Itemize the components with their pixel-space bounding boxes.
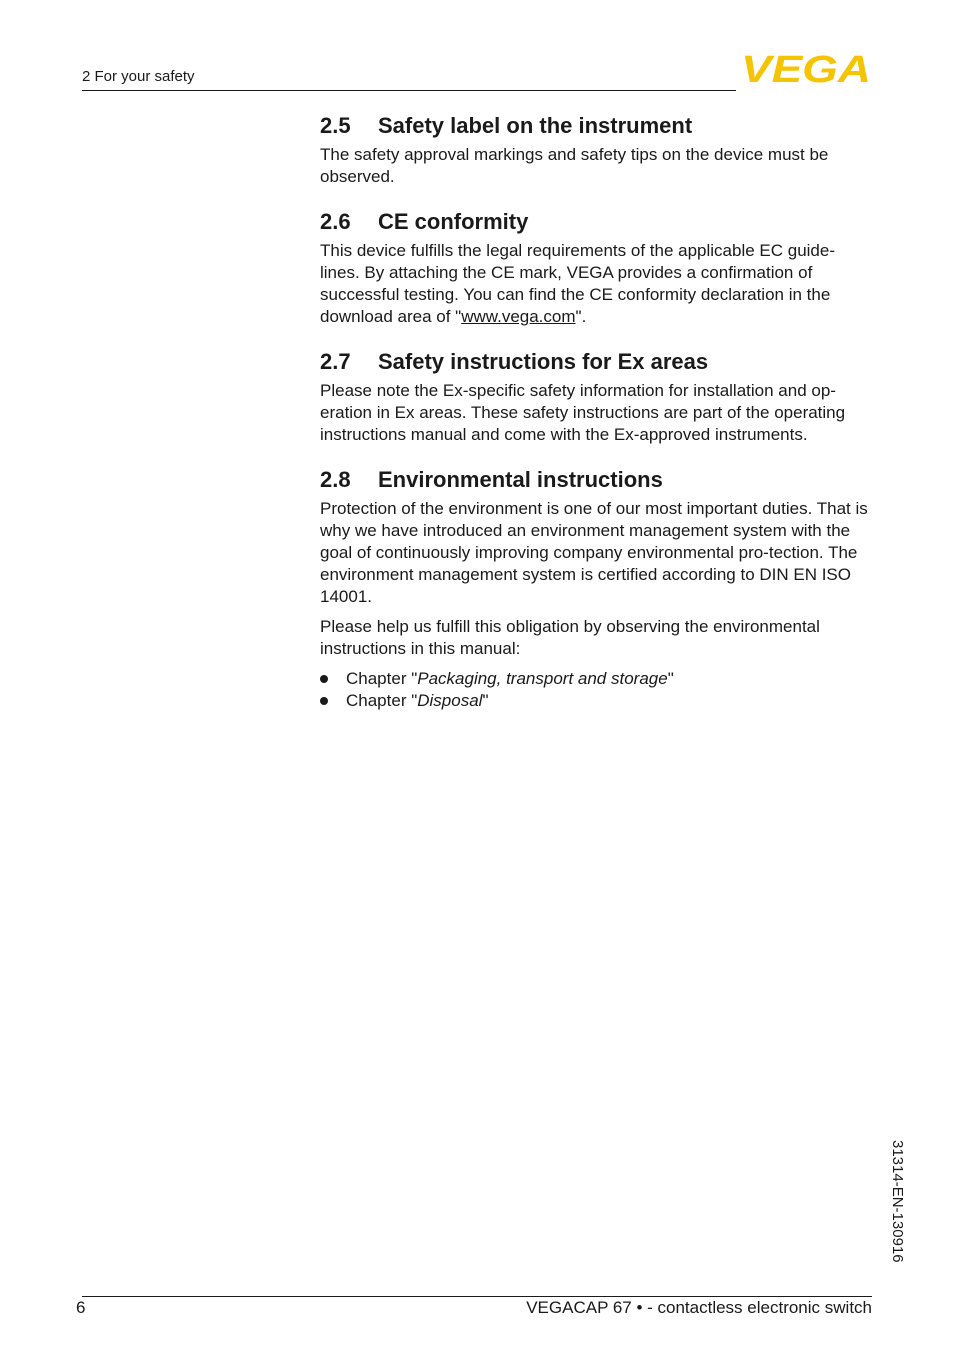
section-environmental — [320, 466, 872, 712]
section-heading: 2.8 Environmental instructions — [320, 467, 663, 492]
paragraph: The safety approval markings and safety tips on the device must be observed. — [320, 145, 829, 186]
paragraph: This device fulfills the legal requirements of the applicable EC guide-lines. By attaching the CE mark, VEGA provides a confirmation of successful testing. You can find the CE conformity declaration in the download area of "www.vega.com". — [320, 241, 835, 326]
section-heading: 2.6 CE conformity — [320, 209, 529, 234]
vega-website-link[interactable]: www.vega.com — [461, 307, 576, 326]
bullet-icon — [320, 675, 328, 683]
list-item: Chapter "Packaging, transport and storage" — [320, 668, 872, 690]
section-ce-conformity — [320, 208, 872, 328]
section-heading: 2.5 Safety label on the instrument — [320, 113, 693, 138]
section-heading: 2.7 Safety instructions for Ex areas — [320, 349, 709, 374]
section-ex-areas — [320, 348, 872, 446]
section-safety-label — [320, 112, 872, 188]
bullet-icon — [320, 697, 328, 705]
paragraph: Please note the Ex-specific safety information for installation and op-eration in Ex areas. These safety instructions are part of the operating instructions manual and come with the Ex-approved instruments. — [320, 381, 846, 444]
main-content — [320, 112, 872, 732]
footer-rule — [82, 1296, 872, 1297]
header-rule — [82, 90, 736, 91]
paragraph: Please help us fulfill this obligation by observing the environmental instructions in this manual: — [320, 617, 820, 658]
vega-logo-text: VEGA — [741, 52, 871, 84]
page-number: 6 — [76, 1298, 86, 1317]
running-header: 2 For your safety — [82, 68, 195, 85]
footer-product-title: VEGACAP 67 • - contactless electronic switch — [526, 1298, 872, 1317]
vega-logo — [741, 52, 873, 84]
list-item: Chapter "Disposal" — [320, 690, 872, 712]
paragraph: Protection of the environment is one of our most important duties. That is why we have introduced an environment management system with the goal of continuously improving company environmental pro-tection. The environment management system is certified according to DIN EN ISO 14001. — [320, 499, 868, 606]
document-code: 31314-EN-130916 — [889, 1140, 906, 1263]
chapter-list — [320, 668, 872, 712]
